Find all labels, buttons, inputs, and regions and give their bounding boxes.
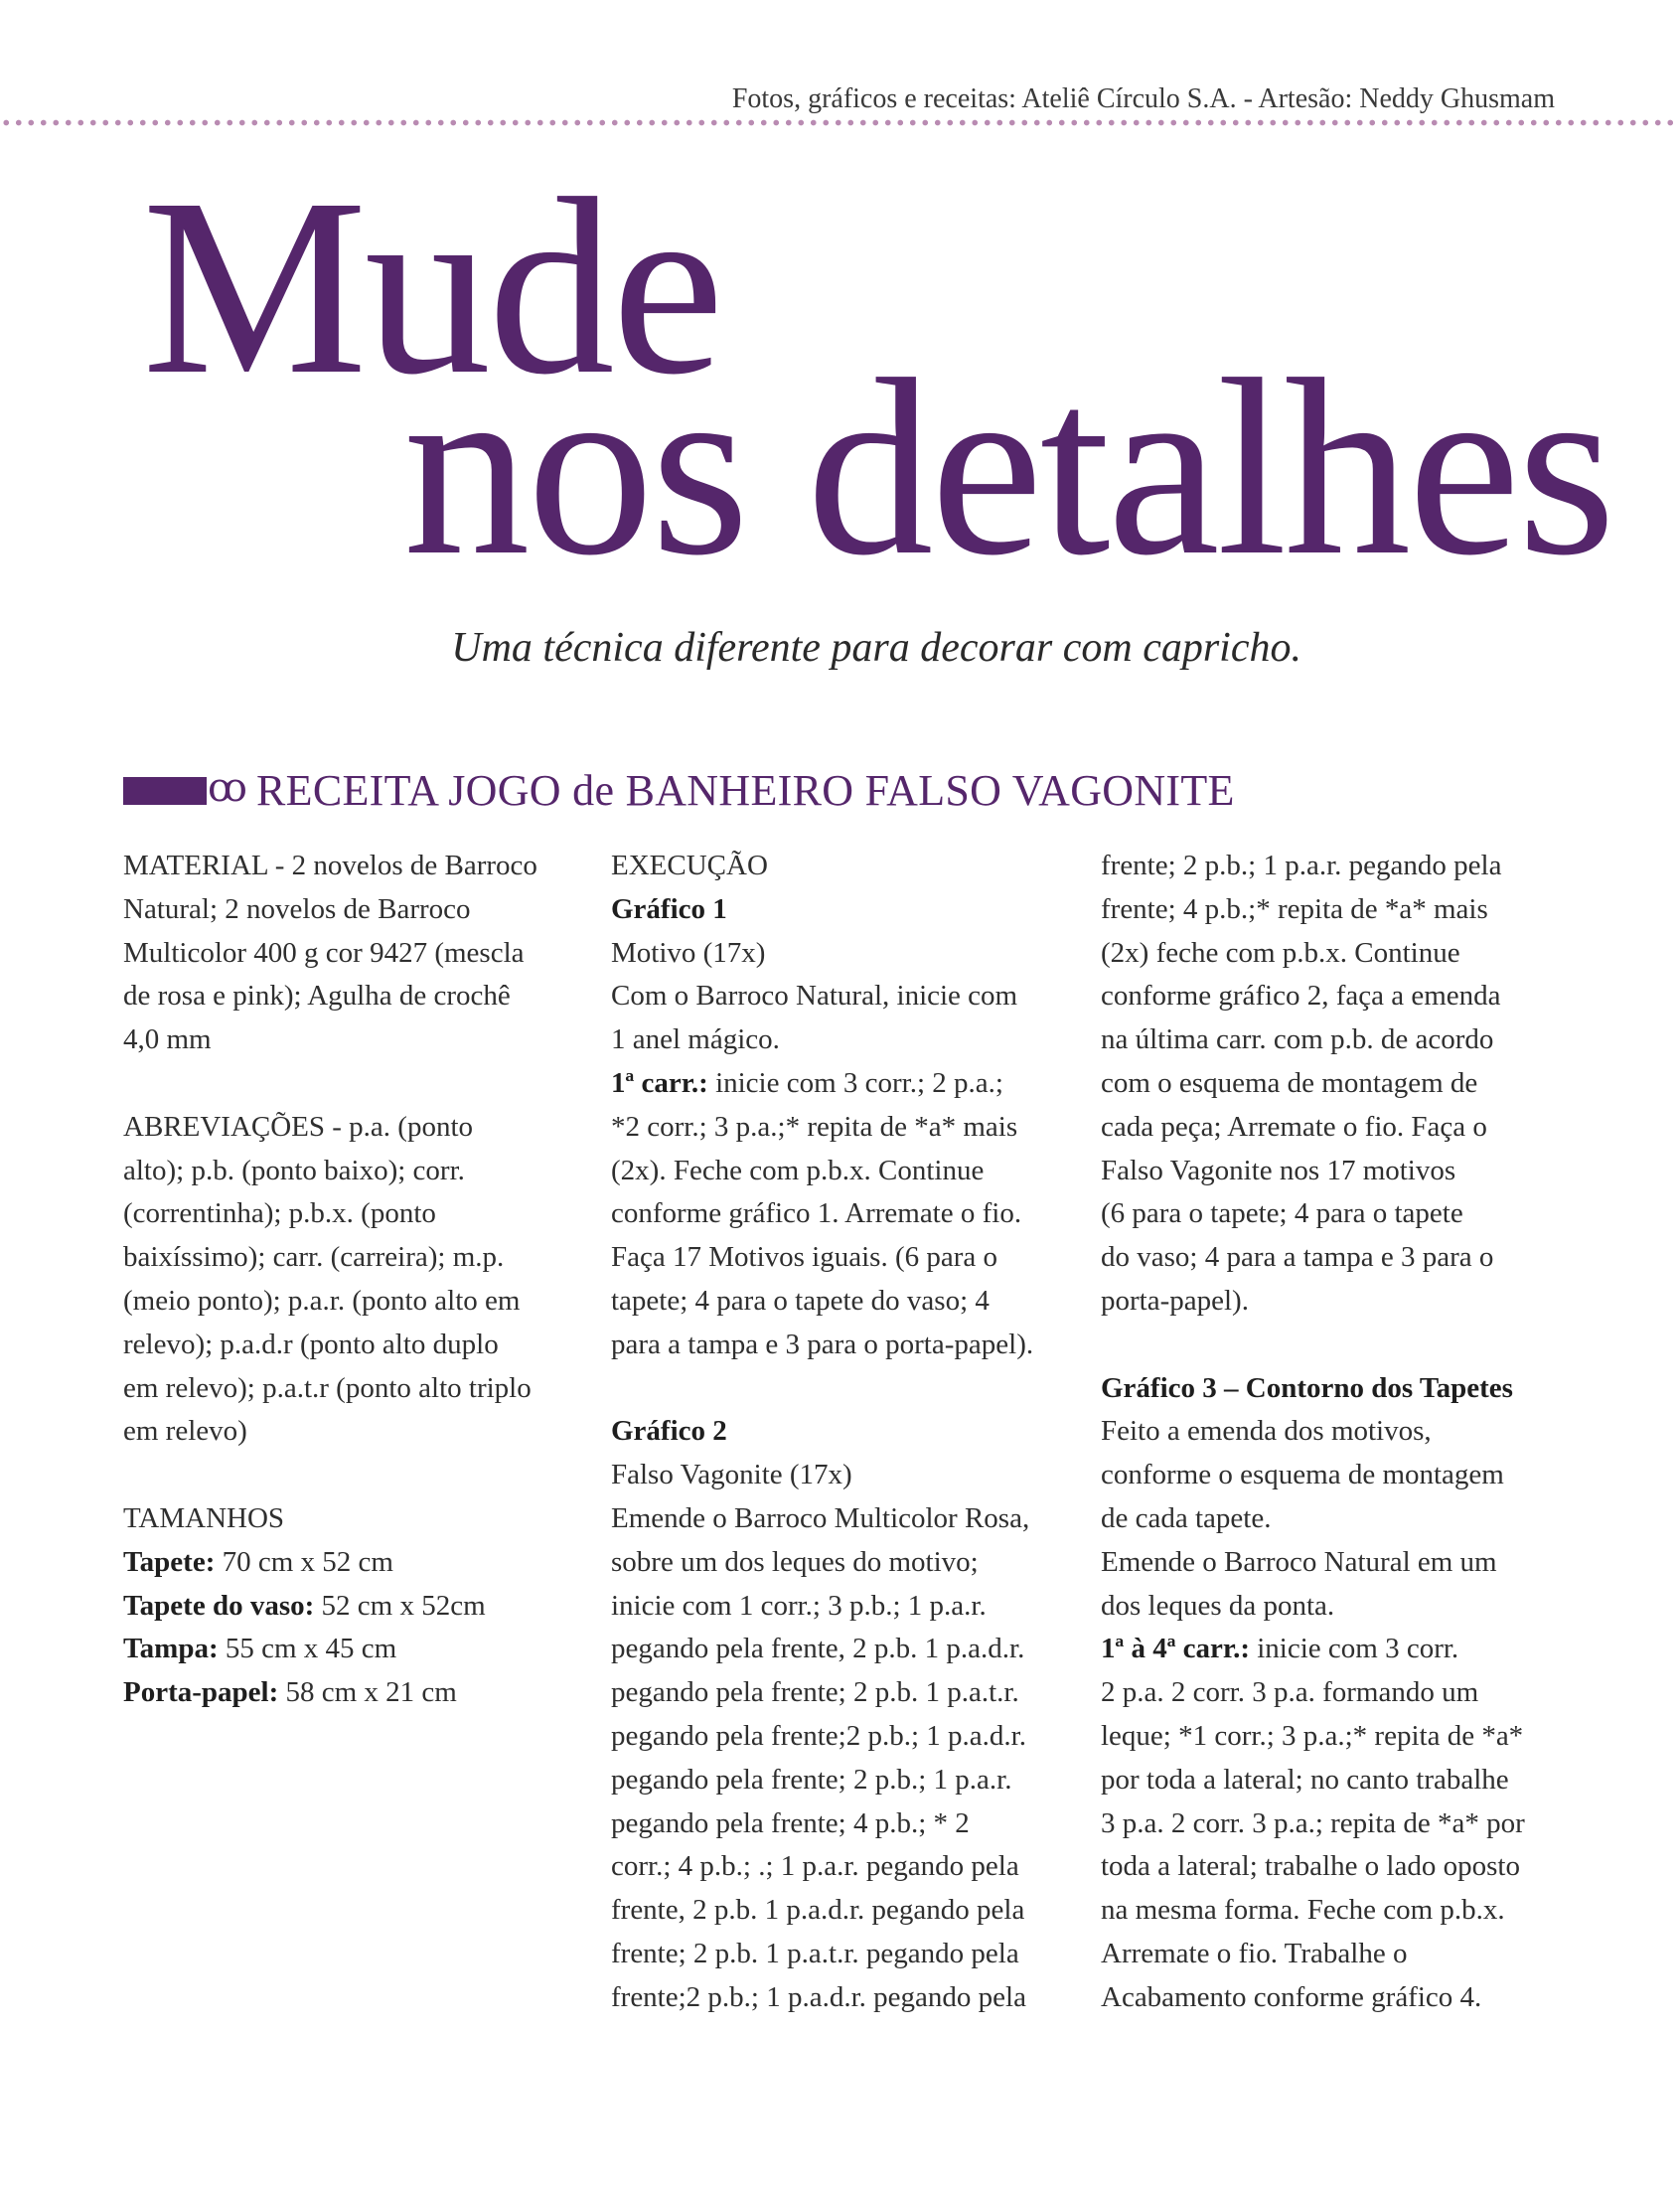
text-line: Com o Barroco Natural, inicie com (611, 980, 1018, 1013)
size-row (123, 1541, 590, 1585)
text-line: ABREVIAÇÕES - p.a. (ponto (123, 1110, 474, 1143)
text-line: dos leques da ponta. (1101, 1589, 1335, 1622)
column-materials (123, 845, 590, 1715)
text-line: baixíssimo); carr. (carreira); m.p. (123, 1241, 505, 1274)
text-line: sobre um dos leques do motivo; (611, 1545, 979, 1578)
text-line: em relevo) (123, 1415, 247, 1448)
text-line: (meio ponto); p.a.r. (ponto alto em (123, 1284, 521, 1317)
text-line: conforme o esquema de montagem (1101, 1459, 1504, 1491)
row-label: 1ª à 4ª carr.: (1101, 1633, 1250, 1665)
text-line: na mesma forma. Feche com p.b.x. (1101, 1894, 1505, 1927)
text-line: 3 p.a. 2 corr. 3 p.a.; repita de *a* por (1101, 1806, 1525, 1839)
size-value: 55 cm x 45 cm (218, 1633, 397, 1665)
page-title-line-2: nos detalhes (403, 328, 1613, 608)
text-line: em relevo); p.a.t.r (ponto alto triplo (123, 1371, 532, 1404)
text-line: conforme gráfico 2, faça a emenda (1101, 980, 1501, 1013)
text-line: Acabamento conforme gráfico 4. (1101, 1980, 1482, 2013)
text-line: alto); p.b. (ponto baixo); corr. (123, 1154, 465, 1186)
text-line: Multicolor 400 g cor 9427 (mescla (123, 936, 525, 969)
section-bar (123, 777, 207, 805)
size-label: Porta-papel: (123, 1676, 279, 1709)
text-line: inicie com 1 corr.; 3 p.b.; 1 p.a.r. (611, 1589, 987, 1622)
size-value: 70 cm x 52 cm (215, 1545, 393, 1578)
text-line: leque; *1 corr.; 3 p.a.;* repita de *a* (1101, 1719, 1524, 1752)
text-line: Emende o Barroco Multicolor Rosa, (611, 1501, 1030, 1534)
text-line: relevo); p.a.d.r (ponto alto duplo (123, 1328, 499, 1360)
text-line: Arremate o fio. Trabalhe o (1101, 1937, 1408, 1969)
text-line: 2 p.a. 2 corr. 3 p.a. formando um (1101, 1676, 1479, 1709)
row-text: inicie com 3 corr.; 2 p.a.; (707, 1066, 1003, 1099)
text-line: tapete; 4 para o tapete do vaso; 4 (611, 1284, 990, 1317)
text-line: (2x) feche com p.b.x. Continue (1101, 936, 1460, 969)
text-line: frente; 4 p.b.;* repita de *a* mais (1101, 892, 1488, 925)
ornament-icon: ꝏ (208, 765, 247, 810)
size-label: Tampa: (123, 1633, 219, 1665)
text-line: frente; 2 p.b.; 1 p.a.r. pegando pela (1101, 850, 1502, 881)
chart-1-title: Gráfico 1 (611, 892, 727, 925)
text-line: pegando pela frente, 2 p.b. 1 p.a.d.r. (611, 1633, 1025, 1665)
text-line: Falso Vagonite nos 17 motivos (1101, 1154, 1456, 1186)
text-line: para a tampa e 3 para o porta-papel). (611, 1328, 1034, 1360)
text-line: *2 corr.; 3 p.a.;* repita de *a* mais (611, 1110, 1018, 1143)
text-line: MATERIAL - 2 novelos de Barroco (123, 850, 537, 881)
size-label: Tapete: (123, 1545, 216, 1578)
text-line: de cada tapete. (1101, 1501, 1272, 1534)
text-line (611, 1062, 1088, 1106)
execution-heading: EXECUÇÃO (611, 850, 768, 881)
text-line: 1 anel mágico. (611, 1023, 780, 1056)
text-line: porta-papel). (1101, 1284, 1249, 1317)
chart-1-heading (611, 888, 1088, 932)
text-line: 4,0 mm (123, 1023, 212, 1056)
text-line: de rosa e pink); Agulha de crochê (123, 980, 511, 1013)
text-line: Faça 17 Motivos iguais. (6 para o (611, 1241, 998, 1274)
text-line: (2x). Feche com p.b.x. Continue (611, 1154, 985, 1186)
text-line: (correntinha); p.b.x. (ponto (123, 1197, 436, 1230)
chart-2-title: Gráfico 2 (611, 1415, 727, 1448)
chart-3-heading (1101, 1367, 1578, 1411)
text-line: frente; 2 p.b. 1 p.a.t.r. pegando pela (611, 1937, 1019, 1969)
column-continuation (1101, 845, 1578, 2020)
page-subtitle: Uma técnica diferente para decorar com capricho. (451, 625, 1301, 671)
row-text: inicie com 3 corr. (1250, 1633, 1459, 1665)
text-line: Falso Vagonite (17x) (611, 1459, 852, 1491)
row-label: 1ª carr.: (611, 1066, 708, 1099)
abbreviations-paragraph (123, 1106, 590, 1454)
size-row (123, 1628, 590, 1671)
page-title-line-1: Mude (142, 147, 721, 427)
text-line: por toda a lateral; no canto trabalhe (1101, 1763, 1509, 1796)
dotted-divider (0, 119, 1680, 126)
text-line: cada peça; Arremate o fio. Faça o (1101, 1110, 1487, 1143)
photo-credit: Fotos, gráficos e receitas: Ateliê Círculo S.A. - Artesão: Neddy Ghusmam (731, 83, 1555, 114)
text-line: na última carr. com p.b. de acordo (1101, 1023, 1494, 1056)
text-line: com o esquema de montagem de (1101, 1066, 1478, 1099)
size-value: 58 cm x 21 cm (278, 1676, 457, 1709)
text-line: corr.; 4 p.b.; .; 1 p.a.r. pegando pela (611, 1850, 1019, 1883)
text-line: Emende o Barroco Natural em um (1101, 1545, 1497, 1578)
sizes-heading: TAMANHOS (123, 1501, 285, 1534)
text-line: Motivo (17x) (611, 936, 766, 969)
size-row (123, 1671, 590, 1715)
text-line: pegando pela frente;2 p.b.; 1 p.a.d.r. (611, 1719, 1026, 1752)
text-line: Feito a emenda dos motivos, (1101, 1415, 1432, 1448)
text-line: do vaso; 4 para a tampa e 3 para o (1101, 1241, 1494, 1274)
size-value: 52 cm x 52cm (314, 1589, 486, 1622)
text-line (1101, 1628, 1578, 1671)
chart-2-heading (611, 1410, 1088, 1454)
column-execution (611, 845, 1088, 2020)
text-line: (6 para o tapete; 4 para o tapete (1101, 1197, 1463, 1230)
section-title: RECEITA JOGO de BANHEIRO FALSO VAGONITE (256, 766, 1235, 815)
text-line: pegando pela frente; 2 p.b. 1 p.a.t.r. (611, 1676, 1019, 1709)
size-row (123, 1585, 590, 1629)
text-line: conforme gráfico 1. Arremate o fio. (611, 1197, 1022, 1230)
size-label: Tapete do vaso: (123, 1589, 315, 1622)
chart-3-title: Gráfico 3 – Contorno dos Tapetes (1101, 1371, 1513, 1404)
text-line: Natural; 2 novelos de Barroco (123, 892, 471, 925)
text-line: pegando pela frente; 2 p.b.; 1 p.a.r. (611, 1763, 1012, 1796)
text-line: toda a lateral; trabalhe o lado oposto (1101, 1850, 1520, 1883)
text-line: pegando pela frente; 4 p.b.; * 2 (611, 1806, 970, 1839)
text-line: frente, 2 p.b. 1 p.a.d.r. pegando pela (611, 1894, 1025, 1927)
text-line: frente;2 p.b.; 1 p.a.d.r. pegando pela (611, 1980, 1026, 2013)
material-paragraph (123, 845, 590, 1062)
